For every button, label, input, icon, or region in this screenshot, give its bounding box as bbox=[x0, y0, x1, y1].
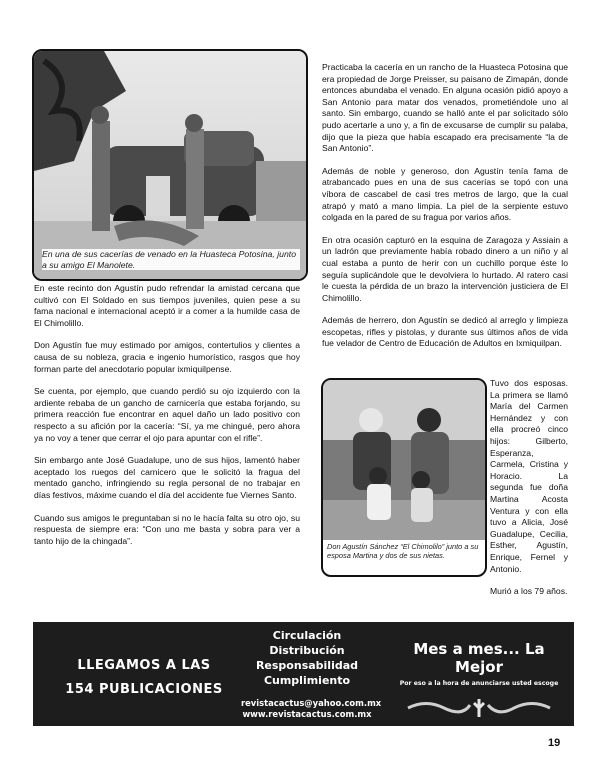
banner-service: Circulación bbox=[272, 629, 342, 642]
banner-service: Cumplimiento bbox=[263, 674, 351, 687]
paragraph: Practicaba la cacería en un rancho de la Huasteca Potosina que era propiedad de Jorge Preisser, su paisano de Zimapán, donde entonces abundaba el venado. En alguna ocasión pidió apoyo a San Antonio para matar dos venados, prometiéndole uno al santo. Sin embargo, cuando se halló ante el par solicitado sólo pudo acertarle a uno y, a fin de excusarse de cumplir su palaba, dijo que la pieza que había escapado era precisamente “la de San Antonio”. bbox=[322, 62, 568, 154]
paragraph: Además de herrero, don Agustín se dedicó al arreglo y limpieza escopetas, rifles y pistolas, y durante sus últimos años de vida fue velador de Centro de Educación de Adultos en Ixmiquilpan. bbox=[322, 315, 568, 349]
paragraph: En otra ocasión capturó en la esquina de Zaragoza y Assiain a un ladrón que previamente había robado dinero a un niño y al cual estaba a punto de herir con un cuchillo porque éste lo seguía suplicándole que le devolviera lo hurtado. Al ratero casi le cuesta la pérdida de un brazo la intervención justiciera de El Chimolillo. bbox=[322, 234, 568, 303]
paragraph: Cuando sus amigos le preguntaban si no le hacía falta su otro ojo, su respuesta de siempre era: “Con uno me basta y sobra para ver a tanto hijo de la chingada”. bbox=[34, 512, 300, 546]
advertisement-banner bbox=[33, 622, 574, 726]
hunting-photo-image bbox=[34, 51, 306, 279]
banner-service: Responsabilidad bbox=[255, 659, 359, 672]
cactus-logo-icon bbox=[406, 697, 552, 719]
hunting-photo bbox=[32, 49, 308, 281]
paragraph: En este recinto don Agustín pudo refrendar la amistad cercana que cultivó con El Soldado en sus tiempos juveniles, quien pese a su fama nacional e internacional aceptó ir a comer a la humilde casa de El Chimolillo. bbox=[34, 283, 300, 328]
banner-left-line2: 154 PUBLICACIONES bbox=[65, 682, 223, 697]
page-number: 19 bbox=[548, 737, 561, 749]
banner-slogan bbox=[389, 640, 569, 724]
paragraph: Sin embargo ante José Guadalupe, uno de sus hijos, lamentó haber aceptado los ruegos del carnicero que le solicitó la fragua del mentado gancho, infringiendo su regla personal de no trabajar en días festivos, máxime cuando el día del accidente fue Viernes Santo. bbox=[34, 455, 300, 500]
banner-slogan-sub: Por eso a la hora de anunciarse usted escoge bbox=[399, 680, 559, 687]
banner-publications bbox=[57, 654, 231, 702]
banner-left-line1: LLEGAMOS A LAS bbox=[77, 658, 211, 673]
hunting-photo-caption: En una de sus cacerías de venado en la Huasteca Potosina, junto a su amigo El Manolete. bbox=[42, 249, 300, 270]
right-wrap-text bbox=[490, 378, 568, 609]
left-text-column bbox=[34, 283, 300, 558]
banner-email-link[interactable]: revistacactus@yahoo.com.mx bbox=[241, 698, 382, 708]
banner-service: Distribución bbox=[269, 644, 345, 657]
family-photo bbox=[321, 378, 487, 577]
banner-website-link[interactable]: www.revistacactus.com.mx bbox=[242, 709, 372, 719]
paragraph: Tuvo dos esposas. La primera se llamó María del Carmen Hernández y con ella procreó cinco hijos: Gilberto, Esperanza, Carmela, Cristina y Horacio. La segunda fue doña Martina Acosta Ventura y con ella tuvo a Alicia, José Guadalupe, Cecilia, Esther, Agustín, Enrique, Fernel y Antonio. bbox=[490, 378, 568, 574]
paragraph: Murió a los 79 años. bbox=[490, 586, 568, 597]
family-photo-caption: Don Agustín Sánchez “El Chimolilo” junto a su esposa Martina y dos de sus nietas. bbox=[327, 542, 479, 560]
family-photo-image bbox=[323, 380, 485, 540]
banner-slogan-title: Mes a mes... La Mejor bbox=[413, 640, 545, 676]
banner-services bbox=[241, 628, 382, 720]
paragraph: Don Agustín fue muy estimado por amigos, contertulios y clientes a causa de su nobleza, gracia e ingenio humorístico, rasgos que hoy forman parte del anecdotario popular ixmiquilpense. bbox=[34, 340, 300, 374]
right-text-column bbox=[322, 62, 568, 361]
paragraph: Se cuenta, por ejemplo, que cuando perdió su ojo izquierdo con la ardiente rebaba de un gancho de carnicería que estaba forjando, su primera reacción fue encontrar en aquel daño un lado positivo con respecto a su afición por la cacería: “Sí, ya me chingué, pero ahora ya no voy a tener que cerrar el ojo para apuntar con el rifle”. bbox=[34, 386, 300, 443]
paragraph: Además de noble y generoso, don Agustín tenía fama de atrabancado pues en una de sus cacerías se topó con una víbora de cascabel de casi tres metros de largo, que la cual atrapó y mató a mano limpia. La piel de la serpiente estuvo colgada en la pared de su fragua por varios años. bbox=[322, 165, 568, 223]
